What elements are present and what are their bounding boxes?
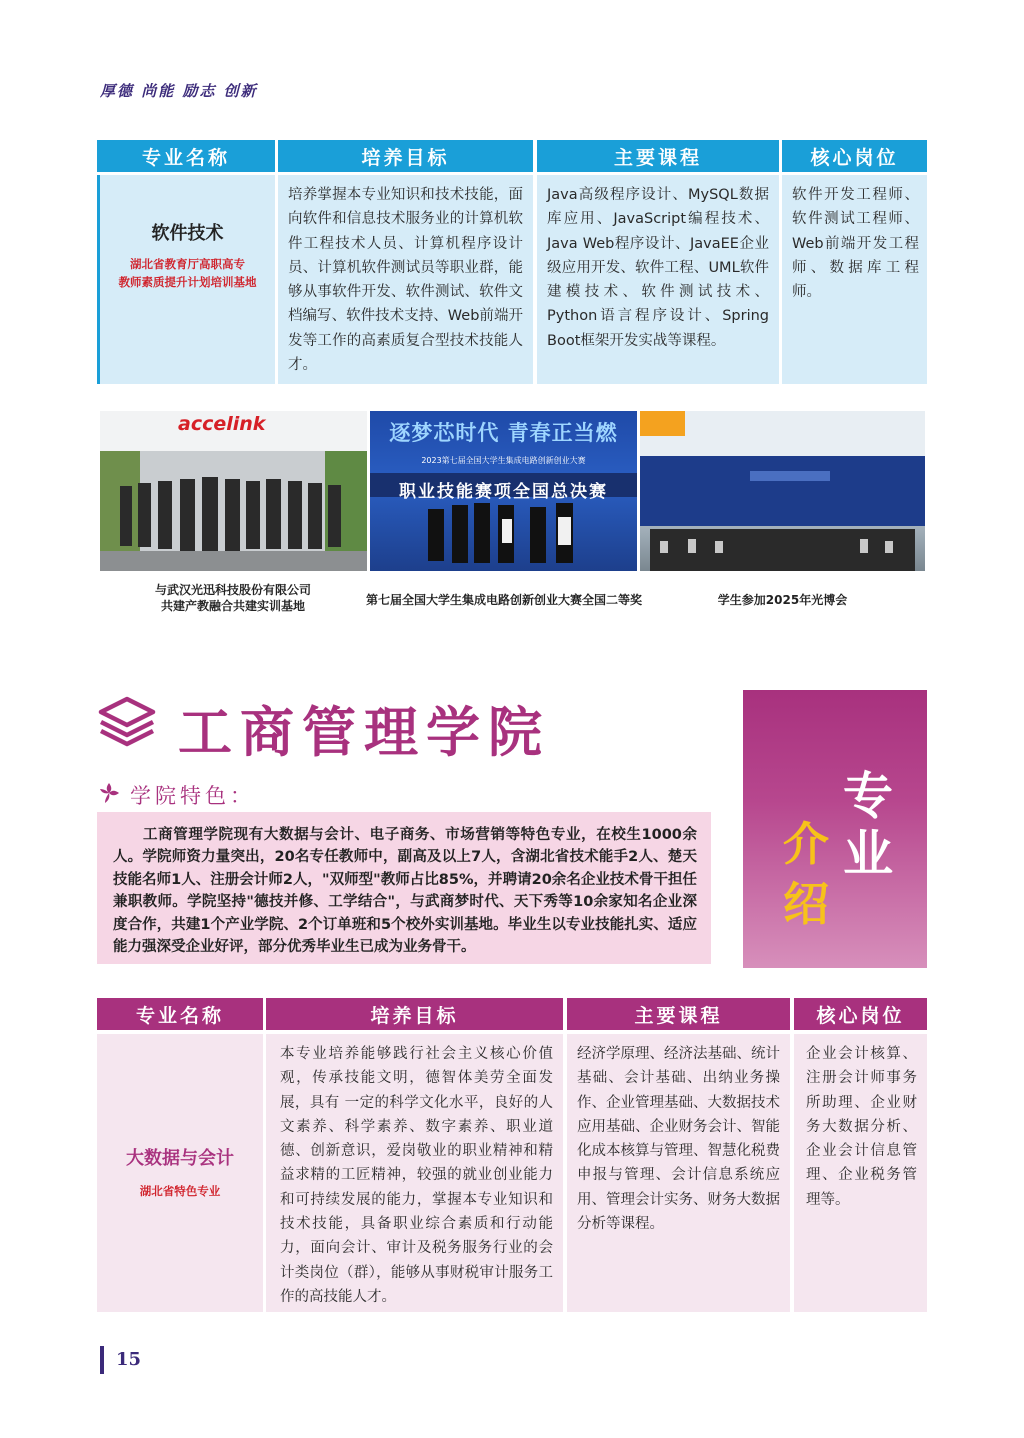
cell-courses: 经济学原理、经济法基础、统计基础、会计基础、出纳业务操作、企业管理基础、大数据技术应用基础、企业财务会计、智能化成本核算与管理、智慧化税费申报与管理、会计信息系统应用、管理会计实务、财务大数据分析等课程。: [567, 1034, 790, 1312]
banner-char-jie: 介: [783, 817, 829, 871]
photo-accelink-illustration: [100, 411, 367, 571]
cell-goal: 培养掌握本专业知识和技术技能，面向软件和信息技术服务业的计算机软件工程技术人员、计算机程序设计员、计算机软件测试员等职业群，能够从事软件开发、软件测试、软件文档编写、软件技术支持、Web前端开发等工作的高素质复合型技术技能人才。: [278, 175, 533, 384]
header-jobs: 核心岗位: [782, 140, 927, 172]
accelink-logo: accelink: [178, 413, 266, 435]
major-table-accounting: [97, 998, 927, 1312]
layers-icon: [95, 695, 159, 747]
major-note-line2: 教师素质提升计划培训基地: [118, 275, 257, 289]
feature-label: 学院特色：: [130, 784, 255, 808]
photo-competition: [370, 411, 637, 571]
header-goal: 培养目标: [278, 140, 533, 172]
cell-major: [97, 1034, 263, 1312]
cell-courses: Java高级程序设计、MySQL数据库应用、JavaScript编程技术、Java Web程序设计、JavaEE企业级应用开发、软件工程、UML软件建模技术、软件测试技术、Python语言程序设计、Spring Boot框架开发实战等课程。: [537, 175, 779, 384]
header-jobs: 核心岗位: [794, 998, 927, 1030]
photo-expo-illustration: [640, 411, 925, 571]
college-feature-text: 工商管理学院现有大数据与会计、电子商务、市场营销等特色专业，在校生1000余人。学院师资力量突出，20名专任教师中，副高及以上7人，含湖北省技术能手2人、楚天技能名师1人、注册会计师2人，"双师型"教师占比85%，并聘请20余名企业技术骨干担任兼职教师。学院坚持"德技并修、工学结合"，与武商梦时代、天下秀等10余家知名企业深度合作，共建1个产业学院、2个订单班和5个校外实训基地。毕业生以专业技能扎实、适应能力强深受企业好评，部分优秀毕业生已成为业务骨干。: [97, 812, 711, 964]
college-title: 工商管理学院: [178, 701, 550, 764]
caption-competition: 第七届全国大学生集成电路创新创业大赛全国二等奖: [365, 593, 642, 607]
major-intro-banner: [743, 690, 927, 968]
banner-char-ye: 业: [843, 824, 893, 883]
caption-expo: 学生参加2025年光博会: [717, 593, 848, 607]
banner-char-zhuan: 专: [843, 766, 893, 825]
cell-goal: 本专业培养能够践行社会主义核心价值观，传承技能文明，德智体美劳全面发展，具有 一定的科学文化水平，良好的人文素养、科学素养、数字素养、职业道德、创新意识，爱岗敬业的职业精神和精益求精的工匠精神，较强的就业创业能力和可持续发展的能力，掌握本专业知识和技术技能，具备职业综合素质和行动能力，面向会计、审计及税务服务行业的会计类岗位（群），能够从事财税审计服务工作的高技能人才。: [266, 1034, 563, 1312]
header-goal: 培养目标: [266, 998, 563, 1030]
caption-accelink-line2: 共建产教融合共建实训基地: [160, 599, 305, 613]
cell-jobs: 软件开发工程师、软件测试工程师、Web前端开发工程师、数据库工程师。: [782, 175, 927, 384]
major-note-line1: 湖北省教育厅高职高专: [130, 257, 245, 271]
header-courses: 主要课程: [567, 998, 790, 1030]
caption-accelink: [118, 582, 348, 614]
header-courses: 主要课程: [537, 140, 779, 172]
school-motto: 厚德 尚能 励志 创新: [100, 82, 258, 100]
caption-accelink-line1: 与武汉光迅科技股份有限公司: [154, 583, 311, 597]
cell-jobs: 企业会计核算、注册会计师事务所助理、企业财务大数据分析、企业会计信息管理、企业税务管理等。: [794, 1034, 927, 1312]
photo-optics-expo: [640, 411, 925, 571]
header-major-name: 专业名称: [97, 998, 263, 1030]
major-note: 湖北省特色专业: [139, 1184, 221, 1198]
competition-banner-event: 2023第七届全国大学生集成电路创新创业大赛: [421, 456, 586, 465]
major-name: 软件技术: [151, 223, 224, 244]
major-table-software: [97, 140, 927, 384]
photo-accelink-visit: [100, 411, 367, 571]
header-major-name: 专业名称: [97, 140, 275, 172]
flower-icon: [97, 781, 121, 805]
banner-char-shao: 绍: [783, 877, 829, 931]
page-number: 15: [100, 1346, 141, 1374]
competition-banner-slogan: 逐梦芯时代 青春正当燃: [389, 421, 618, 445]
competition-banner-final: 职业技能赛项全国总决赛: [399, 482, 608, 502]
cell-major: [97, 175, 275, 384]
major-name: 大数据与会计: [126, 1148, 234, 1169]
